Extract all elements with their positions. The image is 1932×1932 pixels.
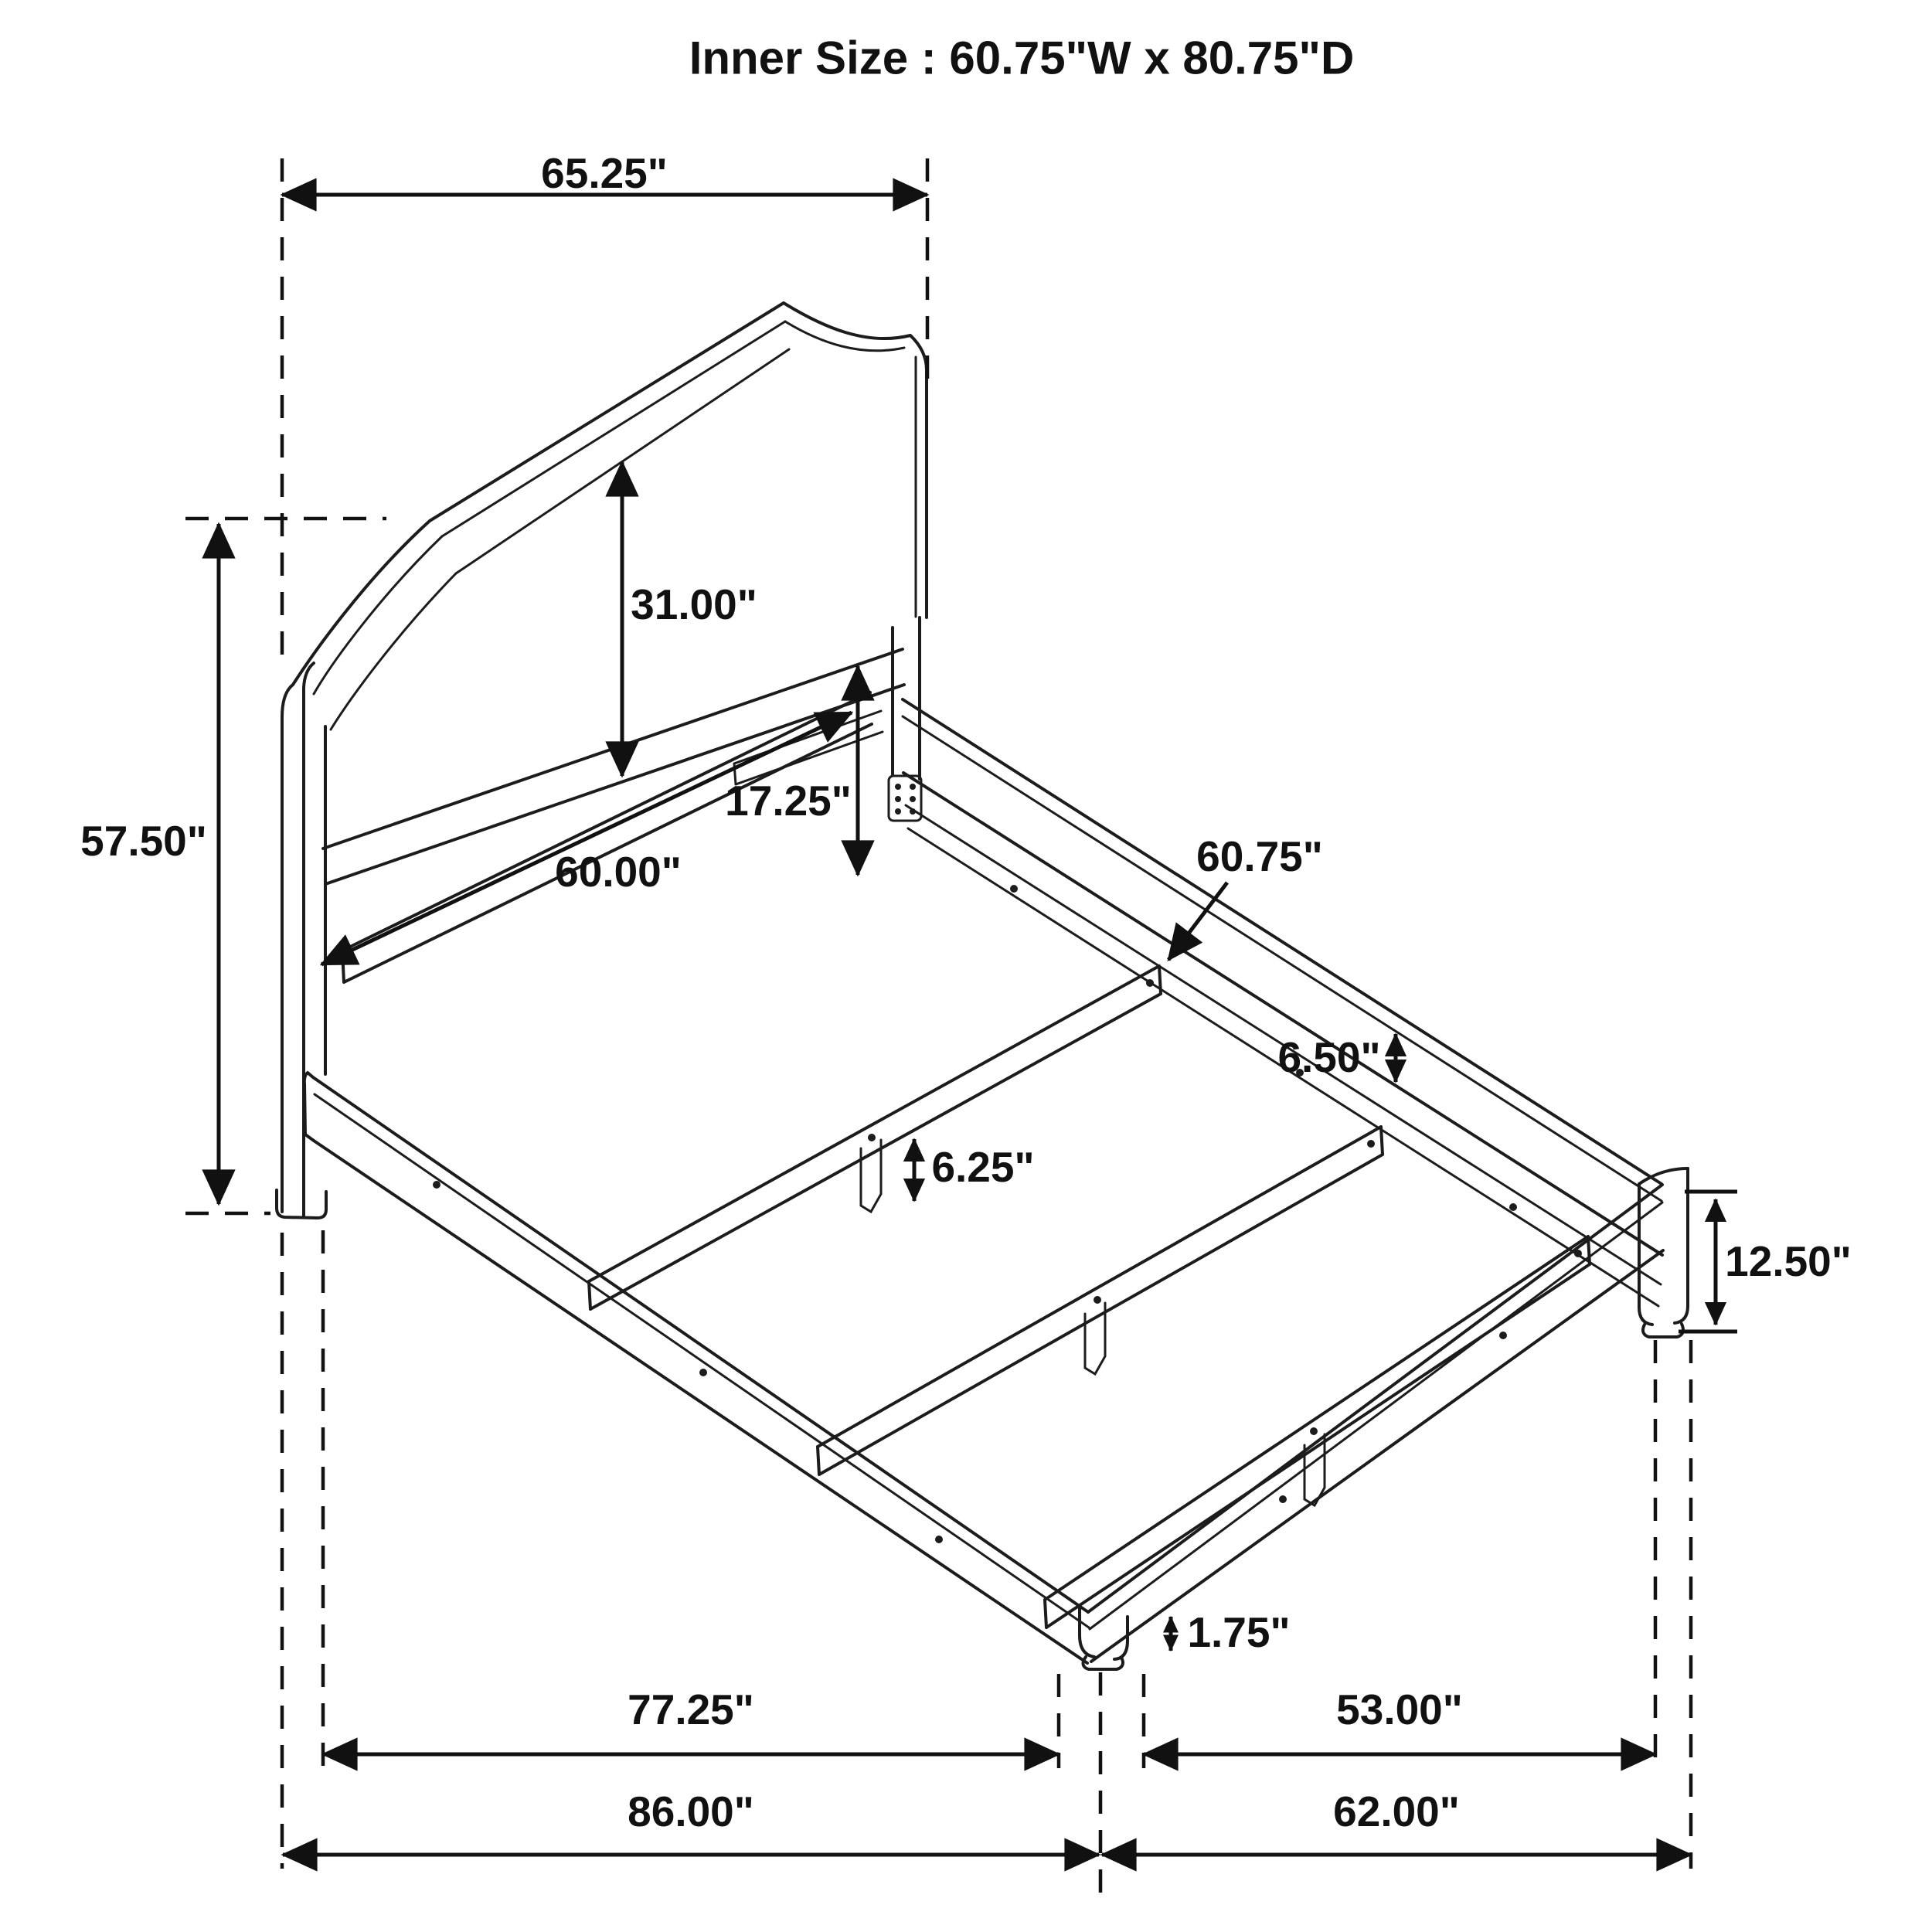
headboard-outline bbox=[282, 303, 927, 1212]
headboard bbox=[277, 303, 927, 1218]
dim-label-62-00: 62.00" bbox=[1333, 1787, 1460, 1835]
dim-label-6-50: 6.50" bbox=[1277, 1033, 1381, 1081]
dim-label-86-00: 86.00" bbox=[628, 1787, 754, 1835]
foot-rail-inner-line bbox=[1090, 1202, 1662, 1629]
dim-label-57-50: 57.50" bbox=[80, 817, 207, 865]
dimension-annotations bbox=[80, 149, 1852, 1907]
mattress-slats bbox=[589, 966, 1590, 1628]
dim-label-53-00: 53.00" bbox=[1336, 1685, 1463, 1733]
foot-rail-bottom-edge bbox=[1091, 1250, 1663, 1662]
far-side-rail bbox=[903, 699, 1662, 1306]
dim-label-31-00: 31.00" bbox=[631, 580, 757, 628]
far-rail-inner-line bbox=[903, 716, 1662, 1201]
fn-post-left-edge bbox=[1080, 1606, 1094, 1657]
headboard-right-post bbox=[893, 617, 920, 779]
headboard-post-foot bbox=[277, 1190, 326, 1218]
fr-post-top-cap bbox=[1639, 1168, 1688, 1184]
fr-post-left-edge bbox=[1639, 1184, 1652, 1325]
leader-arrow-60-75 bbox=[1168, 883, 1227, 960]
near-rail-end-cap bbox=[304, 1073, 314, 1141]
headboard-shoulder-molding-2 bbox=[331, 573, 456, 730]
foot-right-corner-post bbox=[1639, 1168, 1688, 1337]
far-rail-top-edge bbox=[903, 699, 1662, 1184]
dim-label-60-75: 60.75" bbox=[1196, 832, 1323, 880]
dim-arrow-60-00 bbox=[321, 713, 852, 964]
foot-rail-top-edge bbox=[1088, 1185, 1662, 1612]
dim-label-12-50: 12.50" bbox=[1725, 1237, 1852, 1285]
headboard-top-molding-1 bbox=[442, 321, 785, 536]
dim-label-60-00: 60.00" bbox=[555, 848, 682, 896]
head-rail bbox=[342, 692, 872, 982]
page-title: Inner Size : 60.75"W x 80.75"D bbox=[689, 32, 1355, 84]
headboard-cap-inner-curve bbox=[785, 321, 904, 351]
dim-label-65-25: 65.25" bbox=[541, 149, 668, 197]
headboard-shoulder-molding-1 bbox=[314, 536, 442, 694]
dim-label-77-25: 77.25" bbox=[628, 1685, 754, 1733]
foot-near-corner-post bbox=[1080, 1606, 1128, 1669]
dim-label-17-25: 17.25" bbox=[725, 777, 852, 825]
dim-label-6-25: 6.25" bbox=[931, 1143, 1035, 1191]
dim-label-1-75: 1.75" bbox=[1187, 1608, 1291, 1656]
fr-post-bun-foot bbox=[1643, 1324, 1683, 1337]
